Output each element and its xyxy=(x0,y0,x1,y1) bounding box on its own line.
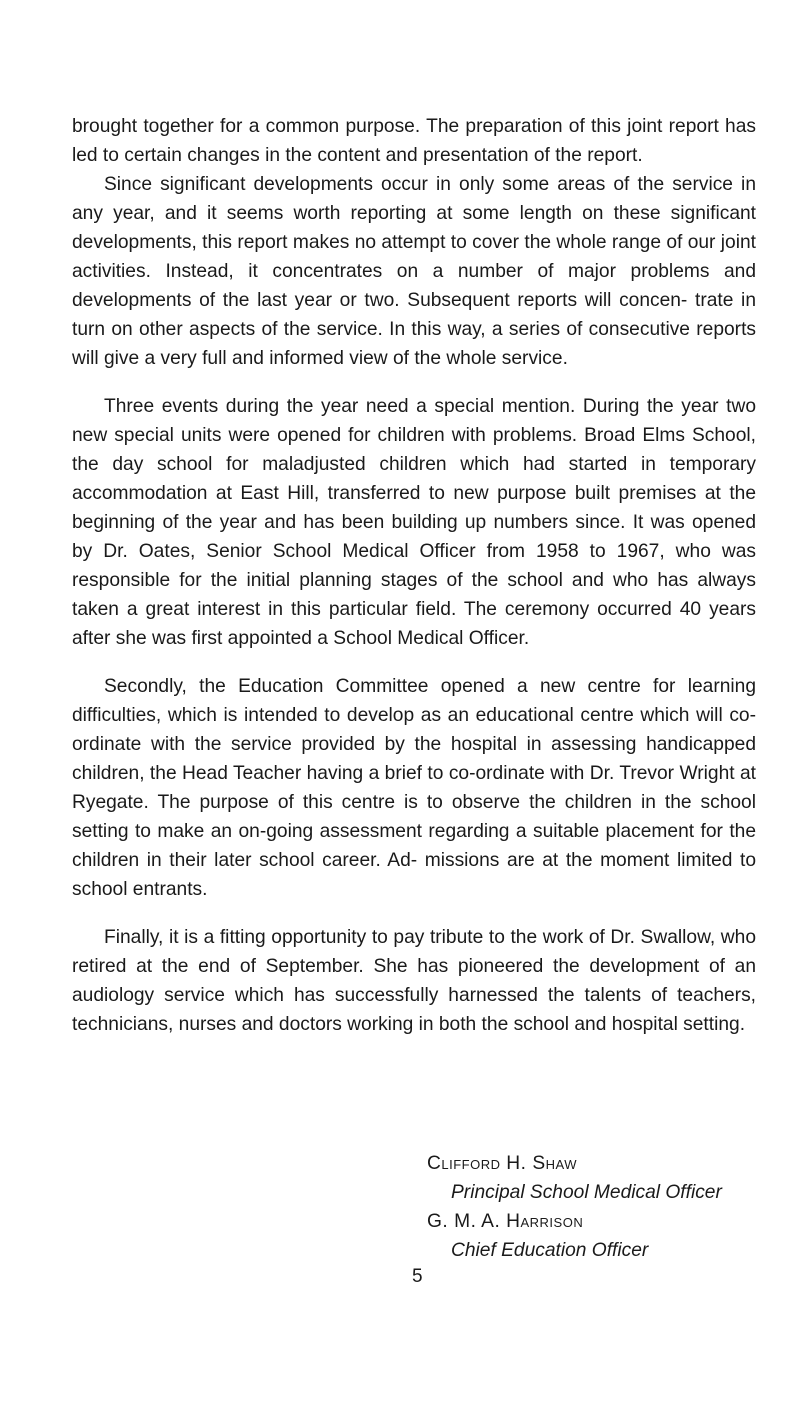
paragraph-learning-centre: Secondly, the Education Committee opened a new centre for learning difficulties, which is intended to develop as an educational centre which will co-ordinate with the service provided by the hospital in assessing handicapped children, the Head Teacher having a brief to co-ordinate with Dr. Trevor Wright at Ryegate. The purpose of this centre is to observe the children in the school setting to make an on-going assessment regarding a suitable placement for the children in their later school career. Ad- missions are at the moment limited to school entrants. xyxy=(72,676,756,900)
signatory-name: G. M. A. Harrison xyxy=(427,1211,584,1232)
paragraph-continuation: brought together for a common purpose. The preparation of this joint report has led to certain changes in the content and presentation of the report. xyxy=(72,116,756,166)
page-number: 5 xyxy=(412,1266,423,1287)
document-body xyxy=(72,112,756,1039)
signatory-name: Clifford H. Shaw xyxy=(427,1153,577,1174)
signatory-title: Chief Education Officer xyxy=(451,1240,649,1261)
paragraph-significant-developments: Since significant developments occur in only some areas of the service in any year, and it seems worth reporting at some length on these significant developments, this report makes no attempt to cover the whole range of our joint activities. Instead, it concentrates on a number of major problems and developments of the last year or two. Subsequent reports will concen- trate in turn on other aspects of the service. In this way, a series of consecutive reports will give a very full and informed view of the whole service. xyxy=(72,174,756,369)
paragraph-tribute: Finally, it is a fitting opportunity to pay tribute to the work of Dr. Swallow, who retired at the end of September. She has pioneered the development of an audiology service which has successfully harnessed the talents of teachers, technicians, nurses and doctors working in both the school and hospital setting. xyxy=(72,927,756,1035)
signatory-title: Principal School Medical Officer xyxy=(451,1182,722,1203)
signature-block xyxy=(427,1149,787,1265)
paragraph-three-events: Three events during the year need a special mention. During the year two new special units were opened for children with problems. Broad Elms School, the day school for maladjusted children which had started in temporary accommodation at East Hill, transferred to new purpose built premises at the beginning of the year and has been building up numbers since. It was opened by Dr. Oates, Senior School Medical Officer from 1958 to 1967, who was responsible for the initial planning stages of the school and who has always taken a great interest in this particular field. The ceremony occurred 40 years after she was first appointed a School Medical Officer. xyxy=(72,396,756,649)
